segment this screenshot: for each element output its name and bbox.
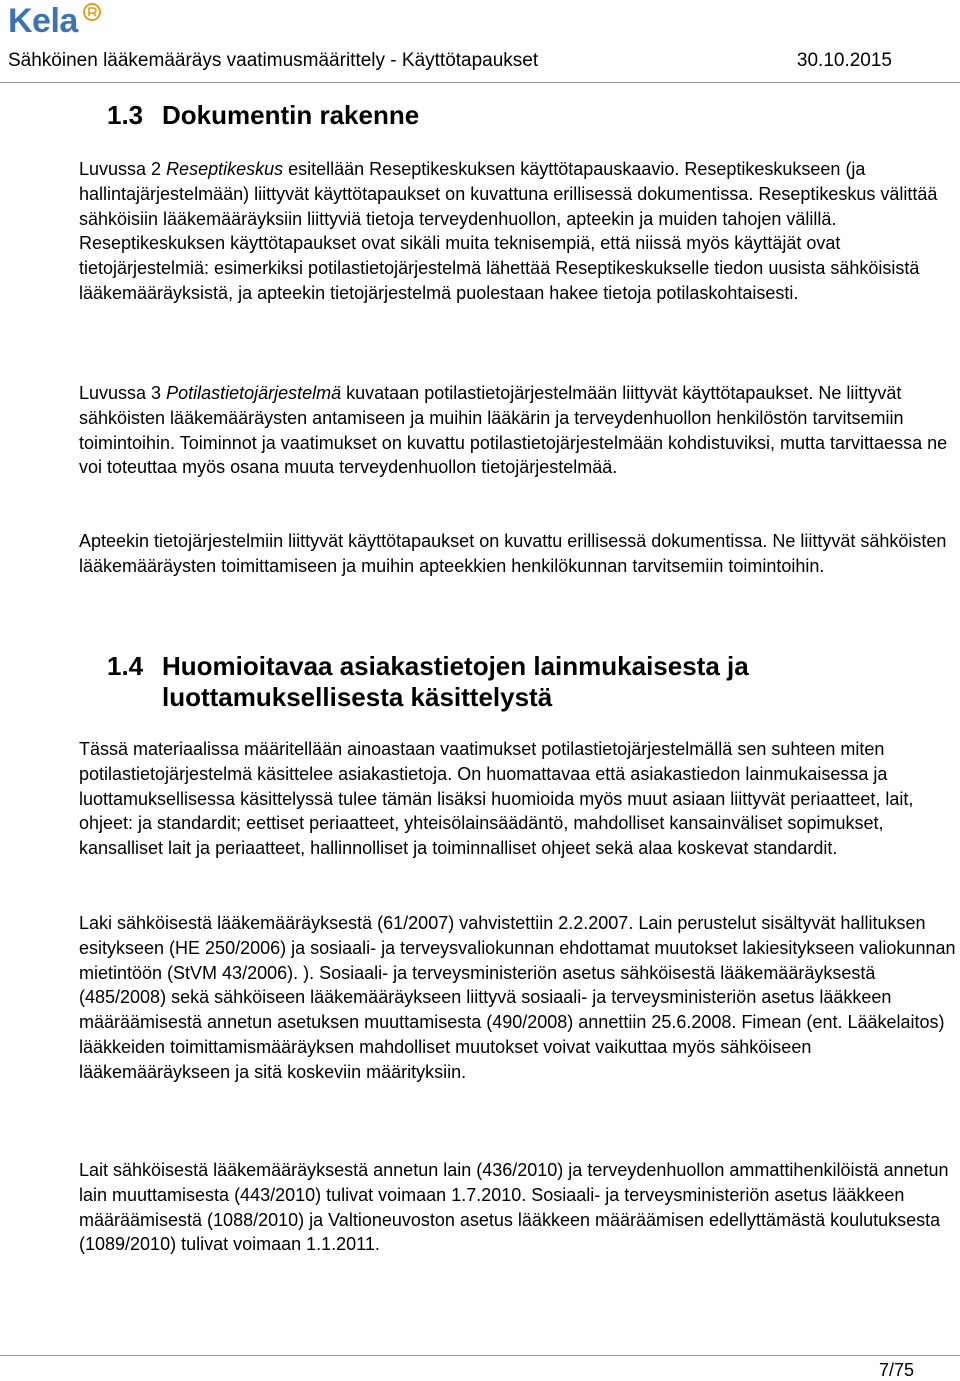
section-title: Dokumentin rakenne (162, 100, 420, 130)
paragraph: Lait sähköisestä lääkemääräyksestä annetun lain (436/2010) ja terveydenhuollon ammattihenkilöistä annetun lain muuttamisesta (443/2010) tulivat voimaan 1.7.2010. Sosiaali- ja terveysministeriön asetus lääkkeen määräämisestä (1088/2010) ja Valtioneuvoston asetus lääkkeen määräämisen edellyttämästä koulutuksesta (1089/2010) tulivat voimaan 1.1.2011. (79, 1160, 949, 1255)
paragraph: Laki sähköisestä lääkemääräyksestä (61/2007) vahvistettiin 2.2.2007. Lain perustelut sisältyvät hallituksen esitykseen (HE 250/2006) ja sosiaali- ja terveysvaliokunnan ehdottamat muutokset lakiesitykseen valiokunnan mietintöön (StVM 43/2006). ). Sosiaali- ja terveysministeriön asetus sähköisestä lääkemääräyksestä (485/2008) sekä sähköiseen lääkemääräykseen liittyvä sosiaali- ja terveysministeriön asetus lääkkeen määräämisestä annetun asetuksen muuttamisesta (490/2008) annettiin 25.6.2008. Fimean (ent. Lääkelaitos) lääkkeiden toimittamismääräyksen mahdolliset muutokset voivat vaikuttaa myös sähköiseen lääkemääräykseen ja sitä koskeviin määrityksiin. (79, 913, 956, 1082)
section-number: 1.3 (107, 100, 144, 130)
footer-divider (0, 1355, 960, 1356)
logo-text: Kela (8, 2, 78, 40)
chapter-name: Potilastietojärjestelmä (166, 383, 342, 403)
paragraph: Luvussa 3 Potilastietojärjestelmä kuvataan potilastietojärjestelmään liittyvät käyttötapaukset. Ne liittyvät sähköisten lääkemääräysten antamiseen ja muihin lääkärin ja terveydenhuollon henkilöstön tarvitsemiin toimintoihin. Toiminnot ja vaatimukset on kuvattu potilastietojärjestelmään kohdistuviksi, mutta tarvittaessa ne voi toteuttaa myös osana muuta terveydenhuollon tietojärjestelmää. (79, 383, 948, 478)
document-header (8, 50, 892, 72)
section-number: 1.4 (107, 651, 144, 681)
paragraph: Luvussa 2 Reseptikeskus esitellään Reseptikeskuksen käyttötapauskaavio. Reseptikeskukseen (ja hallintajärjestelmään) liittyvät käyttötapaukset on kuvattuna erillisessä dokumentissa. Reseptikeskus välittää sähköisiin lääkemääräyksiin liittyviä tietoja terveydenhuollon, apteekin ja muiden tahojen välillä. Reseptikeskuksen käyttötapaukset ovat sikäli muita teknisempiä, että niissä myös käyttäjät ovat tietojärjestelmiä: esimerkiksi potilastietojärjestelmä lähettää Reseptikeskukselle tiedon uusista sähköisistä lääkemääräyksistä, ja apteekin tietojärjestelmä puolestaan hakee tietoja potilaskohtaisesti. (79, 159, 938, 303)
header-divider (0, 82, 960, 83)
paragraph: Apteekin tietojärjestelmiin liittyvät käyttötapaukset on kuvattu erillisessä dokumentissa. Ne liittyvät sähköisten lääkemääräysten toimittamiseen ja muihin apteekkien henkilökunnan tarvitsemiin toimintoihin. (79, 531, 947, 576)
document-title: Sähköinen lääkemääräys vaatimusmäärittely - Käyttötapaukset (8, 50, 539, 71)
registered-mark-icon (82, 2, 102, 22)
paragraph: Tässä materiaalissa määritellään ainoastaan vaatimukset potilastietojärjestelmällä sen suhteen miten potilastietojärjestelmä käsittelee asiakastietoja. On huomattavaa että asiakastiedon lainmukaisessa ja luottamuksellisessa käsittelyssä tulee tämän lisäksi huomioida myös muut asiaan liittyvät periaatteet, lait, ohjeet: ja standardit; eettiset periaatteet, yhteisölainsäädäntö, mahdolliset kansainväliset sopimukset, kansalliset lait ja periaatteet, hallinnolliset ja toiminnalliset ohjeet sekä alaa koskevat standardit. (79, 739, 914, 859)
document-date: 30.10.2015 (796, 50, 892, 71)
page-number: 7/75 (878, 1360, 914, 1380)
section-title: Huomioitavaa asiakastietojen lainmukaisesta ja luottamuksellisesta käsittelystä (162, 651, 749, 712)
kela-logo (8, 2, 78, 44)
chapter-name: Reseptikeskus (166, 159, 284, 179)
